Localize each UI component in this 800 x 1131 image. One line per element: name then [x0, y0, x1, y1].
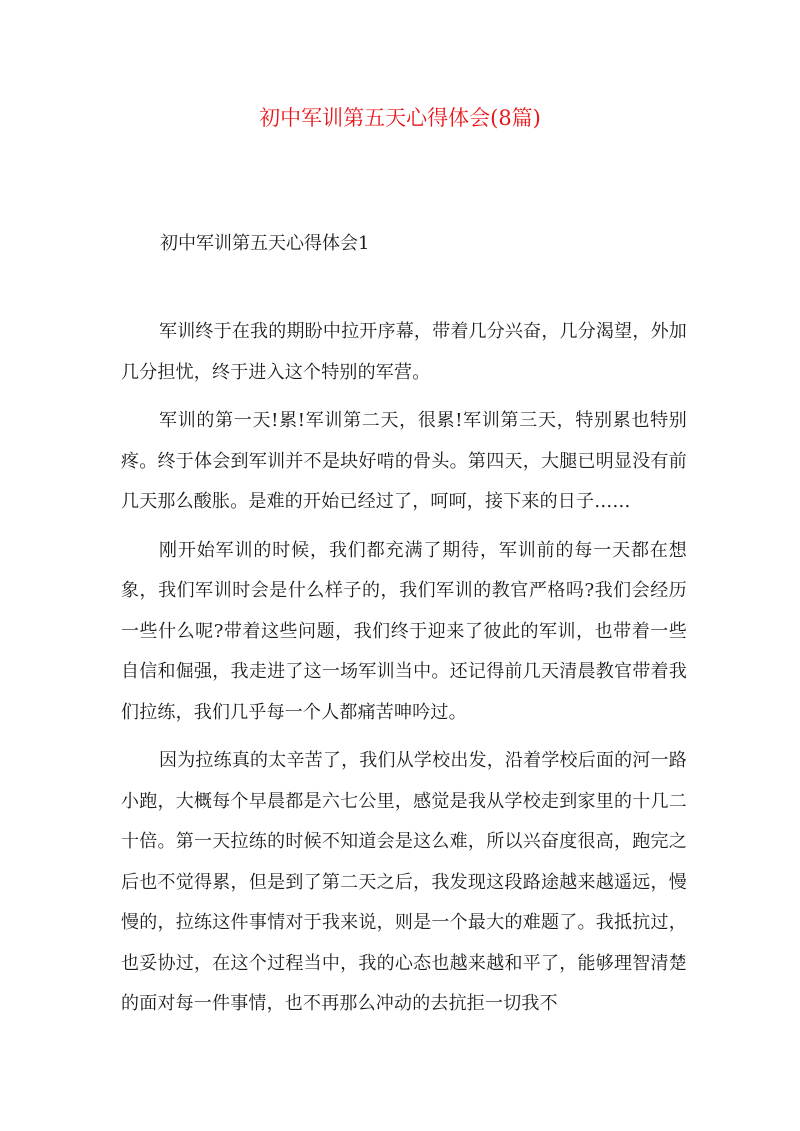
paragraph-4: 因为拉练真的太辛苦了，我们从学校出发，沿着学校后面的河一路小跑，大概每个早晨都是六七公里，感觉是我从学校走到家里的十几二十倍。第一天拉练的时候不知道会是这么难，所以兴奋度很高，跑完之后也不觉得累，但是到了第二天之后，我发现这段路途越来越遥远，慢慢的，拉练这件事情对于我来说，则是一个最大的难题了。我抵抗过，也妥协过，在这个过程当中，我的心态也越来越和平了，能够理智清楚的面对每一件事情，也不再那么冲动的去抗拒一切我不	[121, 750, 687, 1014]
document-title: 初中军训第五天心得体会(8篇)	[259, 106, 541, 130]
paragraph-1: 军训终于在我的期盼中拉开序幕，带着几分兴奋，几分渴望，外加几分担忧，终于进入这个特别的军营。	[121, 321, 687, 383]
section-heading: 初中军训第五天心得体会1	[160, 233, 370, 254]
paragraph-2: 军训的第一天!累!军训第二天，很累!军训第三天，特别累也特别疼。终于体会到军训并不是块好啃的骨头。第四天，大腿已明显没有前几天那么酸胀。是难的开始已经过了，呵呵，接下来的日子……	[121, 410, 687, 512]
paragraph-3: 刚开始军训的时候，我们都充满了期待，军训前的每一天都在想象，我们军训时会是什么样子的，我们军训的教官严格吗?我们会经历一些什么呢?带着这些问题，我们终于迎来了彼此的军训，也带着一些自信和倔强，我走进了这一场军训当中。还记得前几天清晨教官带着我们拉练，我们几乎每一个人都痛苦呻吟过。	[121, 539, 687, 723]
document-body	[121, 312, 687, 1033]
